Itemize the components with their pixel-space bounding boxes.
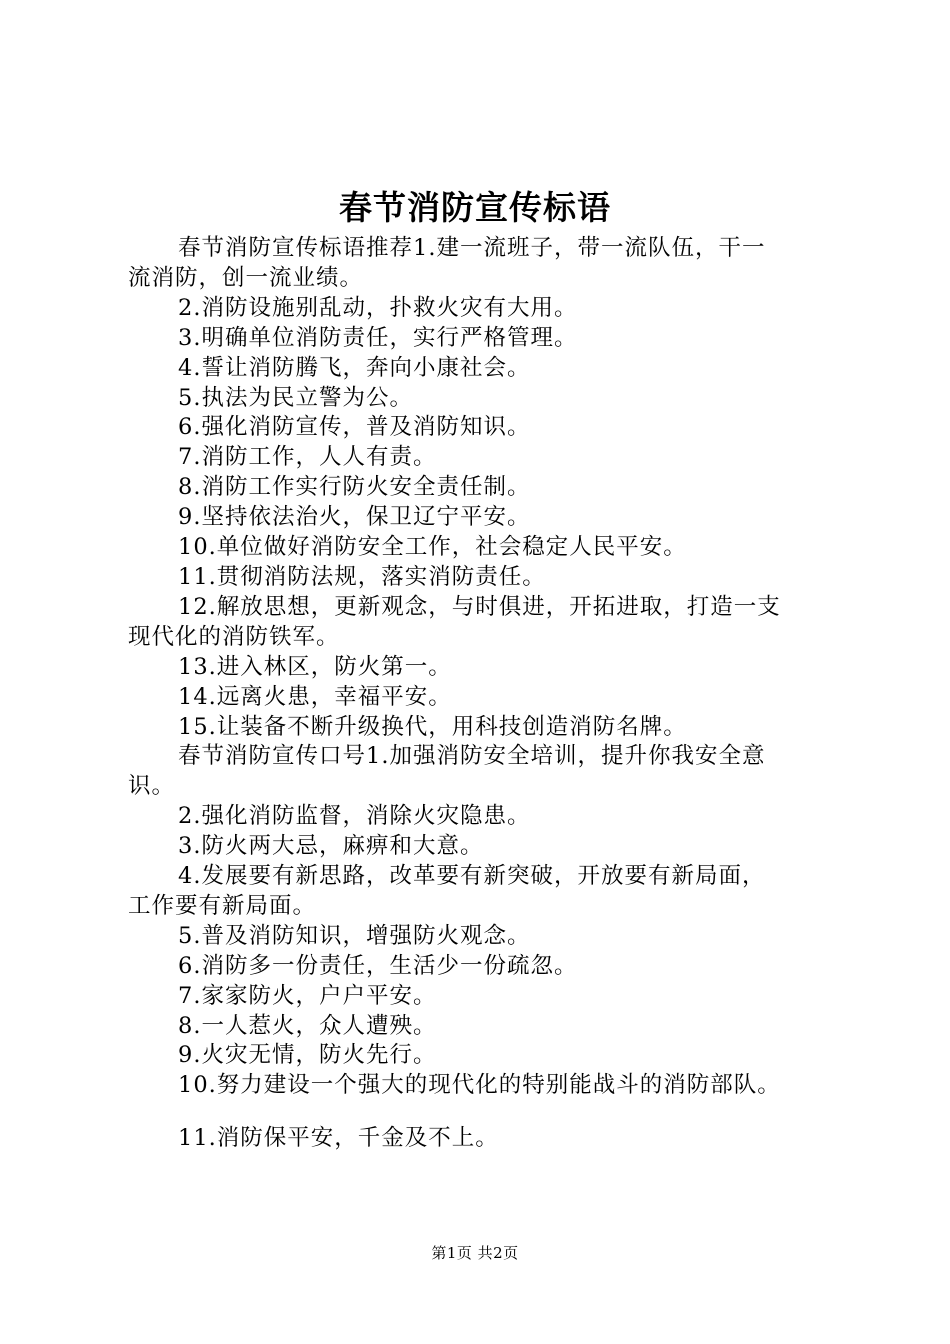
paragraph-line: 15.让装备不断升级换代，用科技创造消防名牌。 <box>178 713 687 740</box>
paragraph-line: 8.一人惹火，众人遭殃。 <box>178 1012 437 1039</box>
paragraph-line: 现代化的消防铁军。 <box>128 623 340 650</box>
page-number: 第1页 共2页 <box>431 1244 519 1262</box>
paragraph-line: 10.努力建设一个强大的现代化的特别能战斗的消防部队。 <box>178 1072 781 1099</box>
paragraph-line: 5.执法为民立警为公。 <box>178 384 413 411</box>
paragraph-line: 4.发展要有新思路，改革要有新突破，开放要有新局面， <box>178 863 766 890</box>
paragraph-line: 4.誓让消防腾飞，奔向小康社会。 <box>178 354 531 381</box>
paragraph-line: 9.坚持依法治火，保卫辽宁平安。 <box>178 504 531 531</box>
paragraph-line: 工作要有新局面。 <box>128 892 317 919</box>
paragraph-line: 识。 <box>128 773 176 800</box>
paragraph-line: 9.火灾无情，防火先行。 <box>178 1042 437 1069</box>
paragraph-line: 7.家家防火，户户平安。 <box>178 982 437 1009</box>
paragraph-line: 5.普及消防知识，增强防火观念。 <box>178 922 531 949</box>
paragraph-line: 2.强化消防监督，消除火灾隐患。 <box>178 803 531 830</box>
paragraph-line: 12.解放思想，更新观念，与时俱进，开拓进取，打造一支 <box>178 593 781 620</box>
paragraph-line: 春节消防宣传口号1.加强消防安全培训，提升你我安全意 <box>178 743 766 770</box>
paragraph-line: 2.消防设施别乱动，扑救火灾有大用。 <box>178 294 578 321</box>
page-title: 春节消防宣传标语 <box>339 188 611 227</box>
document-body <box>128 234 834 1154</box>
paragraph-line: 流消防，创一流业绩。 <box>128 264 364 291</box>
paragraph-line: 10.单位做好消防安全工作，社会稳定人民平安。 <box>178 534 687 561</box>
paragraph-line: 7.消防工作，人人有责。 <box>178 444 437 471</box>
paragraph-line: 春节消防宣传标语推荐1.建一流班子，带一流队伍，干一 <box>178 235 766 261</box>
paragraph-line: 3.明确单位消防责任，实行严格管理。 <box>178 324 578 351</box>
paragraph-line: 3.防火两大忌，麻痹和大意。 <box>178 833 484 860</box>
paragraph-line: 11.消防保平安，千金及不上。 <box>178 1125 499 1152</box>
paragraph-line: 13.进入林区，防火第一。 <box>178 653 452 680</box>
paragraph-line: 8.消防工作实行防火安全责任制。 <box>178 474 531 501</box>
paragraph-line: 6.强化消防宣传，普及消防知识。 <box>178 414 531 441</box>
paragraph-line: 11.贯彻消防法规，落实消防责任。 <box>178 563 546 590</box>
paragraph-line: 14.远离火患，幸福平安。 <box>178 683 452 710</box>
paragraph-line: 6.消防多一份责任，生活少一份疏忽。 <box>178 952 578 979</box>
